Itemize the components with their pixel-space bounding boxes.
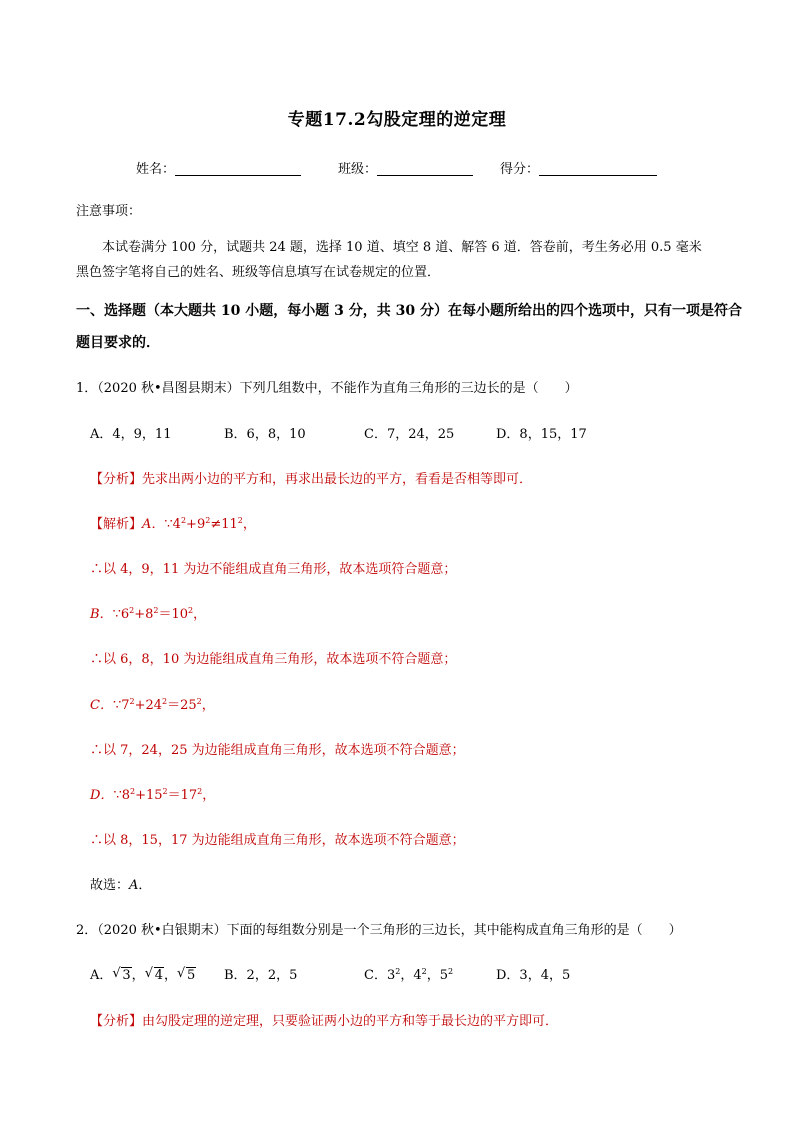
name-label: 姓名： [136,162,176,177]
analysis-text: 先求出两小边的平方和，再求出最长边的平方，看看是否相等即可． [142,472,533,487]
option-part: ，5 [426,968,448,983]
q1-conclusion-d: ∴以 8，15，17 为边能组成直角三角形，故本选项不符合题意； [90,833,465,848]
analysis-text: 由勾股定理的逆定理，只要验证两小边的平方和等于最长边的平方即可． [142,1014,559,1029]
exponent: 2 [129,606,135,615]
exponent: 2 [395,967,401,976]
q1-conclusion-c: ∴以 7，24，25 为边能组成直角三角形，故本选项不符合题意； [90,743,465,758]
name-blank[interactable] [175,161,301,176]
exponent: 2 [162,787,168,796]
expr-d-part: ∵8 [113,788,130,803]
case-label-a: A． [142,517,165,532]
q1-option-b: B．6，8，10 [224,427,306,442]
section-heading-line-1: 一、选择题（本大题共 10 小题，每小题 3 分，共 30 分）在每小题所给出的四个选项中，只有一项是符合 [76,303,742,319]
separator: ， [131,968,145,983]
analysis-tag: 【分析】 [90,472,143,487]
exponent: 2 [197,787,203,796]
case-label-d: D． [90,788,114,803]
q2-option-b: B．2，2，5 [224,968,298,983]
separator: ， [163,968,177,983]
expr-b-part: +8 [134,607,154,622]
case-label-b: B． [90,607,113,622]
page-title: 专题17.2勾股定理的逆定理 [287,110,507,130]
notice-heading: 注意事项： [76,204,142,219]
q1-conclusion-b: ∴以 6，8，10 为边能组成直角三角形，故本选项不符合题意； [90,652,457,667]
exponent: 2 [180,516,187,525]
option-part: ，4 [400,968,422,983]
choice-prefix: 故选： [90,878,130,893]
score-label: 得分： [500,162,540,177]
section-heading-line-2: 题目要求的． [76,335,160,351]
expr-d-part: +15 [135,788,163,803]
option-label: A． [90,968,113,983]
q2-option-a [90,964,196,983]
sqrt-5: √ 5 [176,966,196,983]
choice-end: ． [138,878,152,893]
q1-solution-d [90,784,215,803]
expr-c-part: +24 [134,698,163,713]
exponent: 2 [237,516,243,525]
notice-line-2: 黑色签字笔将自己的姓名、班级等信息填写在试卷规定的位置． [76,265,441,280]
q1-final-choice [90,874,151,893]
expr-c-part: ， [201,698,215,713]
q1-option-c: C．7，24，25 [364,427,455,442]
question-2-stem: 2．（2020 秋•白银期末）下面的每组数分别是一个三角形的三边长，其中能构成直角三角形的是（ ） [76,923,682,938]
exponent: 2 [129,787,136,796]
exponent: 2 [153,606,159,615]
expr-a-part: +9 [186,517,206,532]
sqrt-3: √ 3 [112,966,131,983]
expr-a-part: ， [242,517,256,532]
choice-letter: A [129,878,139,893]
expr-b-part: ， [193,607,207,622]
class-blank[interactable] [377,161,473,176]
exponent: 2 [196,697,202,706]
class-field-group [338,158,473,177]
expr-c-part: ∵7 [112,698,130,713]
option-label: C．3 [364,968,396,983]
q2-option-c [364,964,453,983]
name-field-group [136,158,301,177]
score-blank[interactable] [539,161,657,176]
sqrt-4: √ 4 [144,966,163,983]
exponent: 2 [162,697,168,706]
expr-c-part: ＝25 [167,698,197,713]
q1-option-a: A．4，9，11 [90,427,172,442]
q1-solution-b [90,603,206,622]
exponent: 2 [188,606,194,615]
expr-b-part: ＝10 [158,607,189,622]
q1-solution-c [90,694,215,713]
expr-a-part: ∵4 [164,517,181,532]
analysis-tag: 【分析】 [90,1014,143,1029]
expr-b-part: ∵6 [112,607,130,622]
exponent: 2 [205,516,211,525]
class-label: 班级： [338,162,378,177]
notice-line-1: 本试卷满分 100 分，试题共 24 题，选择 10 道、填空 8 道、解答 6 道．答卷前，考生务必用 0.5 毫米 [102,240,702,255]
expr-d-part: ＝17 [167,788,198,803]
q1-conclusion-a: ∴以 4，9，11 为边不能组成直角三角形，故本选项符合题意； [90,562,457,577]
score-field-group [500,158,657,177]
exponent: 2 [447,967,454,976]
case-label-c: C． [90,698,113,713]
q2-option-d: D．3，4，5 [496,968,571,983]
exponent: 2 [421,967,427,976]
q1-option-d: D．8，15，17 [496,427,587,442]
q1-analysis [90,468,532,487]
exponent: 2 [129,697,135,706]
question-1-stem: 1．（2020 秋•昌图县期末）下列几组数中，不能作为直角三角形的三边长的是（ ） [76,381,578,396]
expr-a-part: ≠11 [210,517,238,532]
q1-solution-a [90,513,256,532]
q2-analysis [90,1010,558,1029]
expr-d-part: ， [202,788,216,803]
solution-tag: 【解析】 [90,517,143,532]
